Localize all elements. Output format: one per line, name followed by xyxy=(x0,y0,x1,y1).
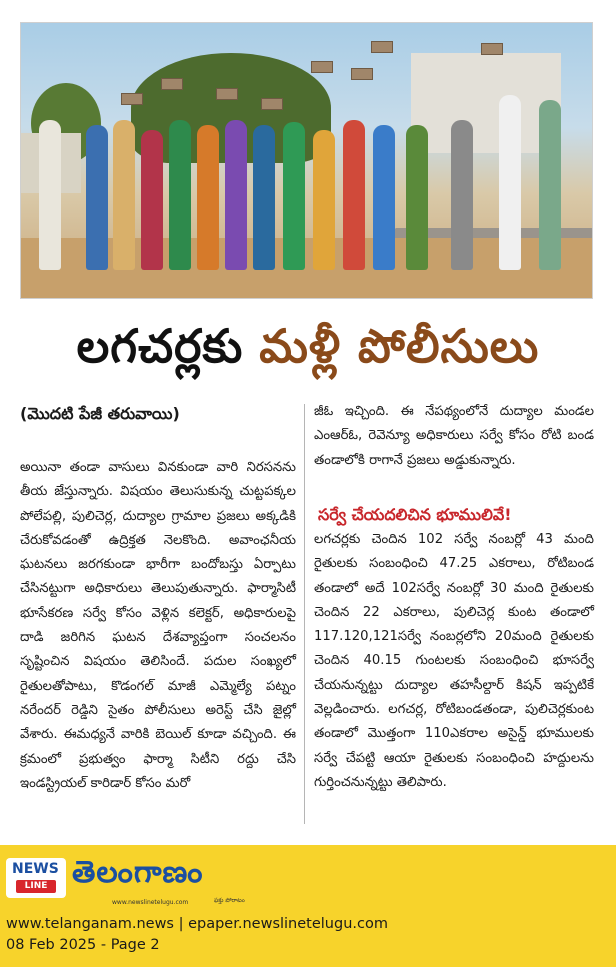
headline-part-1: లగచర్లకు xyxy=(76,319,244,373)
article-right-intro: జీఓ ఇచ్చింది. ఈ నేపథ్యంలోనే దుద్యాల మండల ఎంఆర్ఓ, రెవెన్యూ అధికారులు సర్వే కోసం రోటి బండ తండాలోకి రాగానే ప్రజలు అడ్డుకున్నారు. xyxy=(314,404,594,468)
newsline-logo xyxy=(6,858,66,898)
article-right-body: లగచర్లకు చెందిన 102 సర్వే నంబర్లో 43 మంది రైతులకు సంబంధించి 47.25 ఎకరాలు, రోటిబండ తండాలో అదే 102సర్వే నంబర్లో 30 మంది రైతులకు చెందిన 22 ఎకరాలు, పులిచెర్ల కుంట తండాలో 117.120,121సర్వే నంబర్లలోని 20మంది రైతులకు చెందిన 40.15 గుంటలకు సంబంధించి భూసర్వే చేయనున్నట్టు దుద్యాల తహసీల్దార్ కిషన్ ఇప్పటికే వెల్లడించారు. లగచర్ల, రోటిబండతండా, పులిచెర్లకుంట తండాలో మొత్తంగా 110ఎకరాల అసైన్డ్ భూములకు సర్వే చేపట్టి ఆయా రైతులకు సంబంధించి హద్దులను గుర్తించనున్నట్టు తెలిపారు. xyxy=(314,532,594,790)
placard xyxy=(371,41,393,53)
person xyxy=(86,125,108,270)
headline-part-2: మళ్లీ పోలీసులు xyxy=(259,319,540,373)
person xyxy=(197,125,219,270)
person xyxy=(343,120,365,270)
placard xyxy=(261,98,283,110)
brand-url: www.newslinetelugu.com xyxy=(112,899,189,906)
footer-banner xyxy=(0,845,616,967)
placard xyxy=(121,93,143,105)
placard xyxy=(481,43,503,55)
person xyxy=(313,130,335,270)
person xyxy=(373,125,395,270)
person xyxy=(253,125,275,270)
placard xyxy=(216,88,238,100)
headline xyxy=(0,318,616,386)
person xyxy=(451,120,473,270)
column-divider xyxy=(304,404,305,824)
brand-tagline: ఫక్తు పోరాటం xyxy=(214,897,245,904)
date-page: 08 Feb 2025 - Page 2 xyxy=(6,937,160,953)
person xyxy=(406,125,428,270)
person xyxy=(499,95,521,270)
placard xyxy=(351,68,373,80)
person xyxy=(169,120,191,270)
article-left-column xyxy=(20,456,296,796)
logo-line-text: LINE xyxy=(16,880,56,893)
person xyxy=(225,120,247,270)
site-links: www.telanganam.news | epaper.newslinetelugu.com xyxy=(6,916,388,932)
person xyxy=(283,122,305,270)
person xyxy=(113,120,135,270)
person xyxy=(39,120,61,270)
continuation-note: (మొదటి పేజీ తరువాయి) xyxy=(20,404,180,423)
placard xyxy=(311,61,333,73)
brand-name: తెలంగాణం xyxy=(72,855,204,890)
article-paragraph: అయినా తండా వాసులు వినకుండా వారి నిరసనను తీయ జేస్తున్నారు. విషయం తెలుసుకున్న చుట్టపక్కల పోలేపల్లి, పులిచెర్ల, దుద్యాల గ్రామాల ప్రజలు అక్కడికి చేరుకోవడంతో ఉద్రిక్తత నెలకొంది. అవాంఛనీయ ఘటనలు జరగకుండా భారీగా బందోబస్తు ఏర్పాటు చేసినట్టుగా అధికారులు తెలుపుతున్నారు. ఫార్మాసిటీ భూసేకరణ సర్వే కోసం వెళ్లిన కలెక్టర్, అధికారులపై దాడి జరిగిన ఘటన దేశవ్యాప్తంగా సంచలనం సృష్టించిన విషయం తెలిసిందే. పదుల సంఖ్యలో రైతులతోపాటు, కొడంగల్ మాజీ ఎమ్మెల్యే పట్నం నరేందర్ రెడ్డిని సైతం పోలీసులు అరెస్ట్ చేసి జైల్లో వేశారు. ఈమధ్యనే వారికి బెయిల్ కూడా వచ్చింది. ఈ క్రమంలో ప్రభుత్వం ఫార్మా సిటీని రద్దు చేసి ఇండస్ట్రియల్ కారిడార్ కోసం మరో xyxy=(20,460,296,791)
person xyxy=(539,100,561,270)
person xyxy=(141,130,163,270)
placard xyxy=(161,78,183,90)
section-title: సర్వే చేయదలిచిన భూములివే! xyxy=(318,505,512,524)
news-photo xyxy=(20,22,593,299)
logo-news-text: NEWS xyxy=(12,861,59,877)
